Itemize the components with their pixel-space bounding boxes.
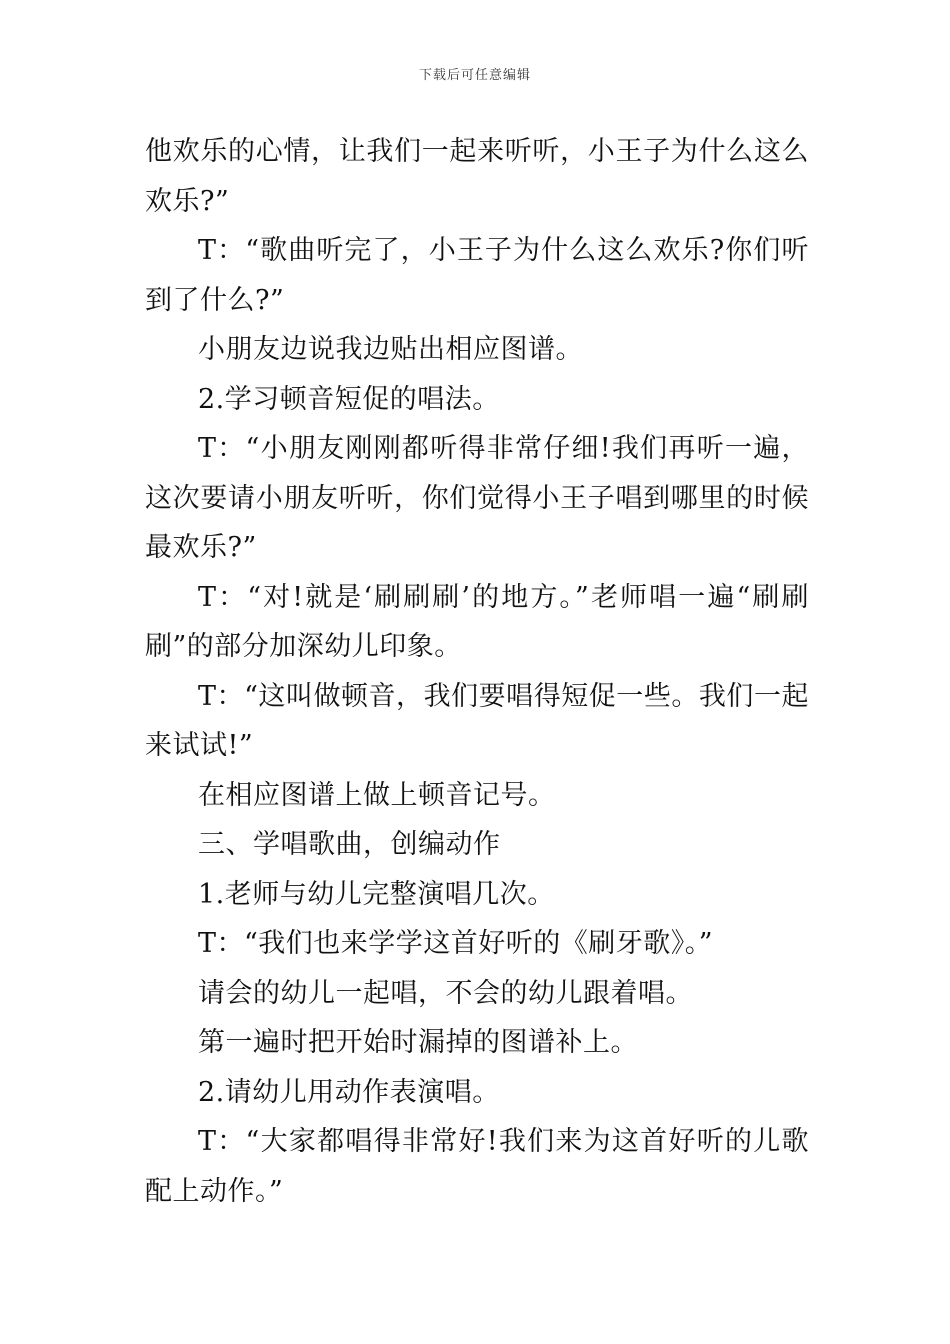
paragraph: T：“大家都唱得非常好!我们来为这首好听的儿歌配上动作。” [145, 1126, 809, 1207]
paragraph: 小朋友边说我边贴出相应图谱。 [198, 334, 583, 365]
paragraph: T：“对!就是‘刷刷刷’的地方。”老师唱一遍“刷刷刷”的部分加深幼儿印象。 [145, 581, 809, 662]
paragraph: T：“小朋友刚刚都听得非常仔细!我们再听一遍，这次要请小朋友听听，你们觉得小王子唱到哪里的时候最欢乐?” [145, 433, 809, 563]
paragraph: 请会的幼儿一起唱，不会的幼儿跟着唱。 [198, 977, 693, 1009]
paragraph: 2.请幼儿用动作表演唱。 [198, 1076, 500, 1108]
page-header: 下载后可任意编辑 [418, 68, 531, 83]
section-heading: 三、学唱歌曲，创编动作 [198, 829, 501, 860]
paragraph: 第一遍时把开始时漏掉的图谱补上。 [198, 1027, 638, 1058]
document-body [145, 127, 809, 1216]
paragraph: 1.老师与幼儿完整演唱几次。 [198, 878, 555, 910]
paragraph: 在相应图谱上做上顿音记号。 [198, 779, 556, 811]
paragraph: T：“歌曲听完了，小王子为什么这么欢乐?你们听到了什么?” [145, 235, 809, 316]
paragraph: T：“这叫做顿音，我们要唱得短促一些。我们一起来试试!” [145, 680, 809, 761]
paragraph: T：“我们也来学学这首好听的《刷牙歌》。” [198, 928, 714, 959]
paragraph: 他欢乐的心情，让我们一起来听听，小王子为什么这么欢乐?” [145, 136, 809, 217]
paragraph: 2.学习顿音短促的唱法。 [198, 383, 500, 415]
